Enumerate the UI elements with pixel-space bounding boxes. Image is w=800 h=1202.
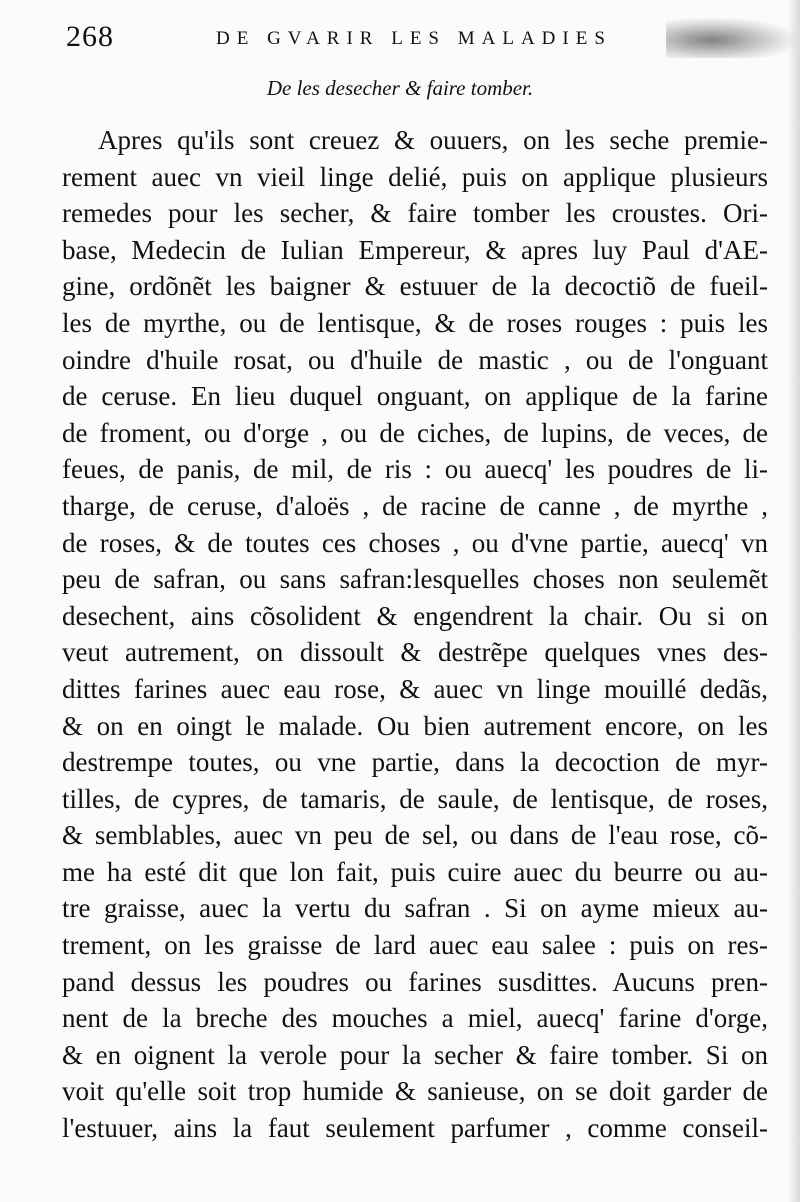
text-line: & on en oingt le malade. Ou bien autrement encore, on les xyxy=(62,710,768,741)
text-line: dittes farines auec eau rose, & auec vn linge mouillé dedãs, xyxy=(62,673,768,704)
text-line: & semblables, auec vn peu de sel, ou dans de l'eau rose, cõ- xyxy=(62,820,768,851)
running-head: DE GVARIR LES MALADIES xyxy=(216,28,612,49)
text-line: voit qu'elle soit trop humide & sanieuse, on se doit garder de xyxy=(62,1076,768,1107)
text-line: tre graisse, auec la vertu du safran . Si on ayme mieux au- xyxy=(62,893,768,924)
text-line: de roses, & de toutes ces choses , ou d'vne partie, auecq' vn xyxy=(62,527,768,558)
text-line: desechent, ains cõsolident & engendrent la chair. Ou si on xyxy=(62,600,768,631)
body-text xyxy=(62,122,768,1147)
text-line: destrempe toutes, ou vne partie, dans la decoction de myr- xyxy=(62,747,768,778)
text-line: l'estuuer, ains la faut seulement parfumer , comme conseil- xyxy=(62,1113,768,1144)
text-line: remedes pour les secher, & faire tomber les croustes. Ori- xyxy=(62,198,768,229)
text-line: peu de safran, ou sans safran:lesquelles choses non seulemẽt xyxy=(62,564,768,595)
text-line: base, Medecin de Iulian Empereur, & apres luy Paul d'AE- xyxy=(62,234,768,265)
page-number: 268 xyxy=(66,20,114,53)
text-line: & en oignent la verole pour la secher & faire tomber. Si on xyxy=(62,1039,768,1070)
text-line: feues, de panis, de mil, de ris : ou auecq' les poudres de li- xyxy=(62,454,768,485)
text-line: oindre d'huile rosat, ou d'huile de mastic , ou de l'onguant xyxy=(62,344,768,375)
section-heading: De les desecher & faire tomber. xyxy=(266,76,534,100)
ink-smudge xyxy=(666,18,796,58)
text-line: veut autrement, on dissoult & destrẽpe quelques vnes des- xyxy=(62,637,768,668)
text-line: pand dessus les poudres ou farines susdittes. Aucuns pren- xyxy=(62,966,768,997)
text-line: tharge, de ceruse, d'aloës , de racine de canne , de myrthe , xyxy=(62,490,768,521)
text-line: de ceruse. En lieu duquel onguant, on applique de la farine xyxy=(62,381,768,412)
page-edge-shadow xyxy=(788,0,800,1202)
text-line: tilles, de cypres, de tamaris, de saule, de lentisque, de roses, xyxy=(62,783,768,814)
text-line: me ha esté dit que lon fait, puis cuire auec du beurre ou au- xyxy=(62,856,768,887)
text-line: Apres qu'ils sont creuez & ouuers, on les seche premie- xyxy=(98,125,768,155)
text-line: de froment, ou d'orge , ou de ciches, de lupins, de veces, de xyxy=(62,417,768,448)
text-line: les de myrthe, ou de lentisque, & de roses rouges : puis les xyxy=(62,307,768,338)
text-line: trement, on les graisse de lard auec eau salee : puis on res- xyxy=(62,930,768,961)
page-header xyxy=(66,14,726,54)
text-line: rement auec vn vieil linge delié, puis on applique plusieurs xyxy=(62,161,768,192)
text-line: gine, ordõnẽt les baigner & estuuer de la decoctiõ de fueil- xyxy=(62,271,768,302)
text-line: nent de la breche des mouches a miel, auecq' farine d'orge, xyxy=(62,1003,768,1034)
